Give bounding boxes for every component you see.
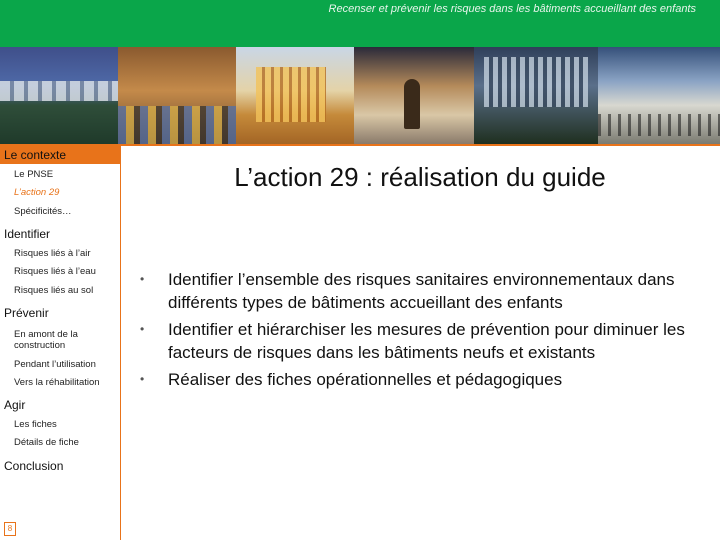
bullet-icon: • [140,322,145,336]
nav-item-eau[interactable]: Risques liés à l’eau [14,266,96,277]
nav-item-rehabilitation[interactable]: Vers la réhabilitation [14,377,100,388]
nav-section-contexte[interactable] [0,146,120,164]
bullet-icon: • [140,272,145,286]
nav-item-air[interactable]: Risques liés à l’air [14,248,91,259]
nav-item-action-29[interactable]: L’action 29 [14,187,60,198]
nav-section-agir[interactable]: Agir [4,398,26,412]
nav-section-conclusion[interactable]: Conclusion [4,459,64,473]
nav-item-specificites[interactable]: Spécificités… [14,206,72,217]
photo-school-building [474,47,598,144]
photo-building-exterior [0,47,118,144]
photo-strip [0,47,720,144]
nav-item-pnse[interactable]: Le PNSE [14,169,54,180]
bullet-icon: • [140,372,145,386]
nav-item-utilisation[interactable]: Pendant l’utilisation [14,359,96,370]
top-banner [0,0,720,47]
bullet-text: Réaliser des fiches opérationnelles et pédagogiques [168,370,563,389]
nav-item-details-fiche[interactable]: Détails de fiche [14,437,79,448]
page-number: 8 [4,522,16,536]
nav-item-amont[interactable]: En amont de la construction [14,329,78,351]
bullet-text: Identifier l’ensemble des risques sanitaires environnementaux dans différents types de bâtiments accueillant des enfants [168,270,675,312]
bullet-item [140,268,700,314]
slide-title: L’action 29 : réalisation du guide [234,162,606,192]
nav-item-fiches[interactable]: Les fiches [14,419,57,430]
bullet-item [140,368,700,391]
bullet-item [140,318,700,364]
header-title: Recenser et prévenir les risques dans les bâtiments accueillant des enfants [328,3,696,15]
nav-section-label: Le contexte [4,148,67,162]
photo-classroom [118,47,236,144]
nav-section-prevenir[interactable]: Prévenir [4,306,49,320]
nav-section-identifier[interactable]: Identifier [4,227,51,241]
photo-hall-person [354,47,474,144]
photo-schoolyard [598,47,720,144]
photo-wooden-facade [236,47,354,144]
nav-item-sol[interactable]: Risques liés au sol [14,285,94,296]
bullet-text: Identifier et hiérarchiser les mesures de prévention pour diminuer les facteurs de risques dans les bâtiments neufs et existants [168,320,685,362]
bullet-list [140,268,700,395]
sidebar-nav [0,146,121,540]
